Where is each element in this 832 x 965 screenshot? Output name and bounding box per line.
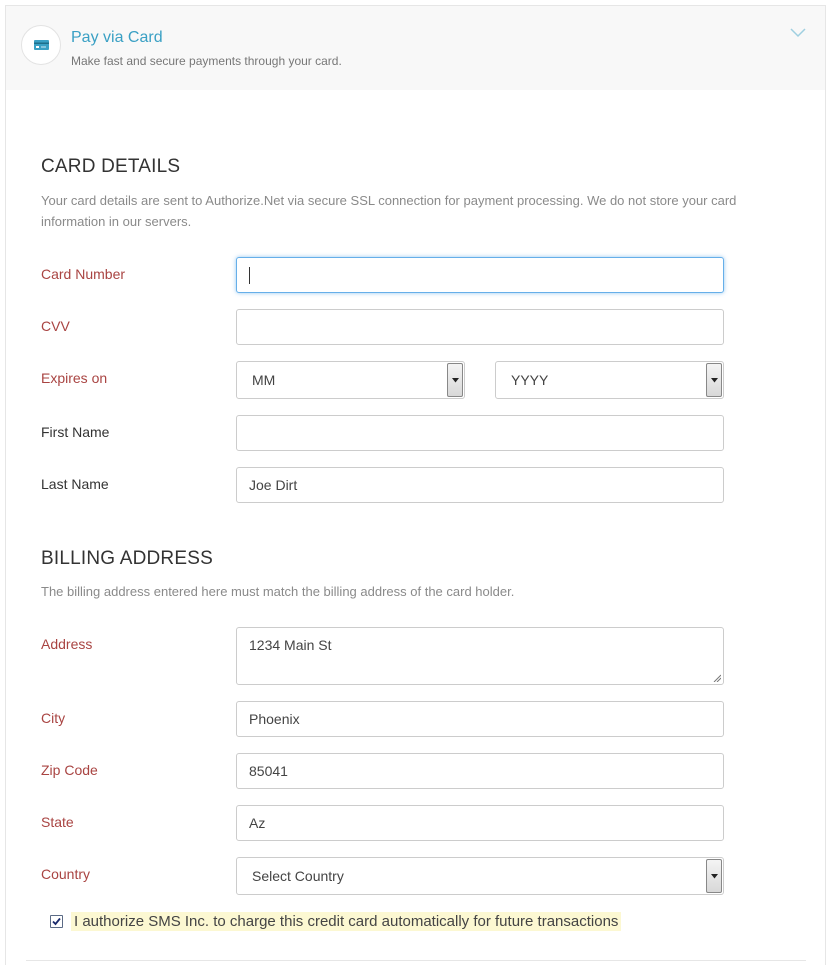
last-name-value: Joe Dirt	[249, 477, 298, 493]
header-title[interactable]: Pay via Card	[71, 29, 163, 46]
cvv-input[interactable]	[236, 309, 724, 345]
panel-header[interactable]	[6, 6, 825, 90]
state-value: Az	[249, 815, 266, 831]
city-input[interactable]	[236, 701, 724, 737]
expiry-year-select[interactable]	[495, 361, 724, 399]
zip-code-input[interactable]	[236, 753, 724, 789]
country-label: Country	[41, 866, 91, 882]
state-label: State	[41, 814, 74, 830]
zip-code-label: Zip Code	[41, 762, 98, 778]
card-icon-badge	[21, 25, 61, 65]
billing-address-description: The billing address entered here must match the billing address of the card holder.	[41, 584, 515, 599]
billing-address-title: BILLING ADDRESS	[41, 548, 213, 569]
card-details-description: Your card details are sent to Authorize.Net via secure SSL connection for payment processing. We do not store your card information in our servers.	[41, 193, 737, 229]
expiry-year-dropdown-button[interactable]	[706, 363, 722, 397]
card-details-title: CARD DETAILS	[41, 156, 181, 177]
dropdown-arrow-icon	[711, 378, 718, 383]
address-label: Address	[41, 636, 93, 652]
country-value: Select Country	[252, 868, 344, 884]
credit-card-icon	[34, 40, 49, 50]
header-subtitle: Make fast and secure payments through your card.	[71, 54, 342, 68]
address-textarea[interactable]	[236, 627, 724, 685]
card-number-input[interactable]	[236, 257, 724, 293]
expiry-month-dropdown-button[interactable]	[447, 363, 463, 397]
resize-grip-icon[interactable]	[713, 674, 721, 682]
authorize-checkbox[interactable]	[50, 915, 63, 928]
authorize-consent-text[interactable]: I authorize SMS Inc. to charge this credit card automatically for future transactions	[71, 912, 621, 931]
cvv-label: CVV	[41, 318, 70, 334]
zip-code-value: 85041	[249, 763, 288, 779]
card-number-label: Card Number	[41, 266, 126, 282]
city-value: Phoenix	[249, 711, 300, 727]
text-caret	[249, 267, 250, 284]
country-dropdown-button[interactable]	[706, 859, 722, 893]
expiry-month-select[interactable]	[236, 361, 465, 399]
first-name-input[interactable]	[236, 415, 724, 451]
checkmark-icon	[52, 917, 61, 926]
expiry-year-value: YYYY	[511, 372, 549, 388]
country-select[interactable]	[236, 857, 724, 895]
state-input[interactable]	[236, 805, 724, 841]
pay-via-card-panel	[5, 5, 826, 965]
chevron-down-icon[interactable]	[790, 28, 806, 38]
dropdown-arrow-icon	[711, 874, 718, 879]
last-name-label: Last Name	[41, 476, 109, 492]
last-name-input[interactable]	[236, 467, 724, 503]
expiry-month-value: MM	[252, 372, 276, 388]
first-name-label: First Name	[41, 424, 110, 440]
address-value: 1234 Main St	[249, 637, 332, 653]
expires-label: Expires on	[41, 370, 108, 386]
city-label: City	[41, 710, 66, 726]
dropdown-arrow-icon	[452, 378, 459, 383]
